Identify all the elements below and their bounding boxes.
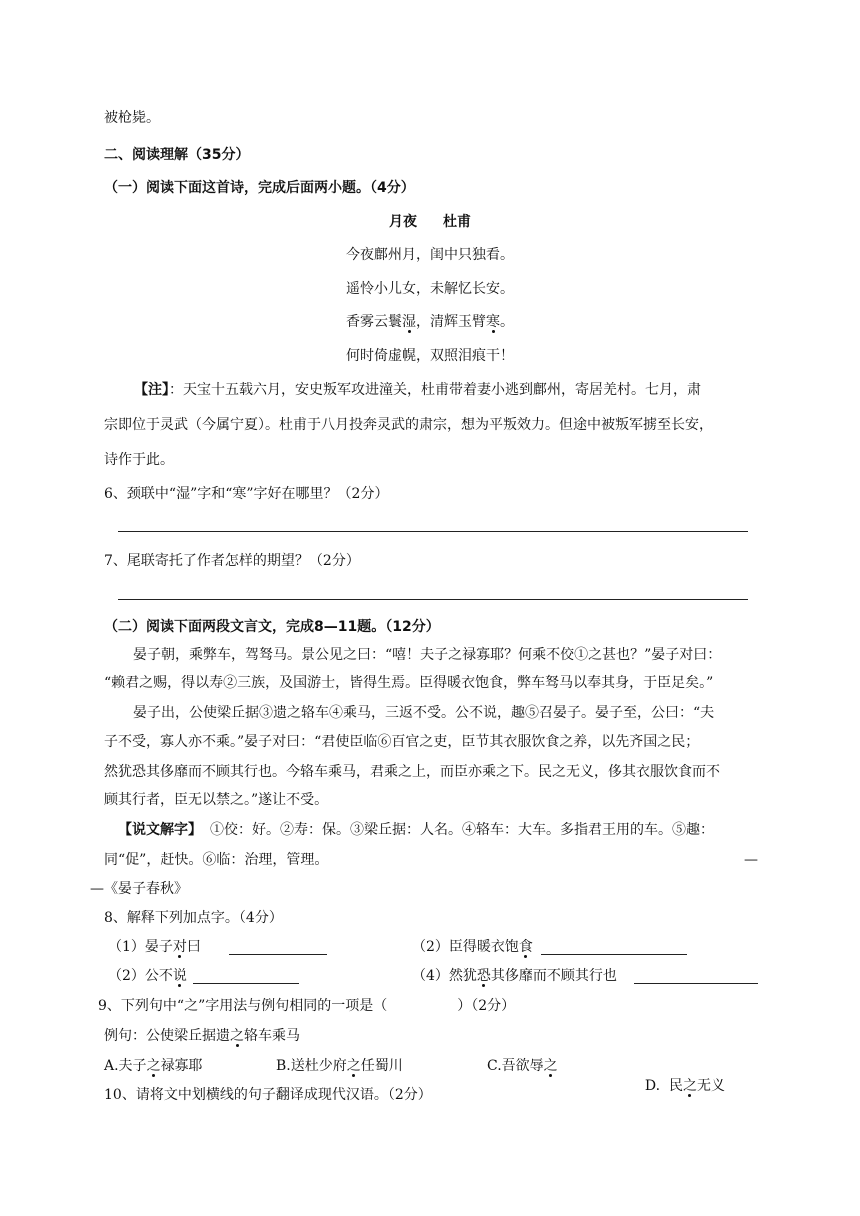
- passage-line: 子不受，寡人亦不乘。”晏子对曰：“君使臣临⑥百官之吏，臣节其衣服饮食之养，以先齐国之民；: [104, 734, 700, 750]
- question-8: 8、解释下列加点字。（4分）: [104, 910, 283, 926]
- answer-line[interactable]: [118, 531, 748, 532]
- answer-blank[interactable]: [541, 938, 687, 955]
- answer-blank[interactable]: [193, 967, 299, 984]
- passage-line: 晏子朝，乘弊车，驾驽马。景公见之曰：“嘻！夫子之禄寡耶？何乘不佼①之甚也？”晏子对曰：: [133, 647, 722, 663]
- question-8-item: （4）然犹恐其侈靡而不顾其行也: [412, 968, 617, 984]
- question-7: 7、尾联寄托了作者怎样的期望？（2分）: [104, 553, 360, 569]
- subsection-heading: （二）阅读下面两段文言文，完成8—11题。（12分）: [104, 619, 440, 635]
- dotted-char: 之: [346, 1058, 361, 1074]
- poem-title: [0, 212, 860, 232]
- poem-line: 今夜鄜州月，闺中只独看。: [346, 247, 514, 263]
- dotted-char: 之: [543, 1058, 558, 1074]
- example-sentence: 例句：公使梁丘据遗之辂车乘马: [104, 1028, 300, 1044]
- passage-line: “赖君之赐，得以寿②三族，及国游士，皆得生焉。臣得暖衣饱食，弊车驽马以奉其身，于臣足矣。”: [104, 675, 714, 691]
- dotted-char: 对: [172, 939, 187, 955]
- passage-line: 然犹恐其侈靡而不顾其行也。今辂车乘马，君乘之上，而臣亦乘之下。民之无义，侈其衣服饮食而不: [104, 764, 720, 780]
- passage-line: 晏子出，公使梁丘据③遗之辂车④乘马，三返不受。公不说，趣⑤召晏子。晏子至，公曰：“夫: [133, 705, 715, 721]
- gloss-label: 【说文解字】: [118, 822, 202, 838]
- continued-text: 被枪毙。: [104, 110, 160, 126]
- note-label: 【注】: [134, 382, 169, 398]
- option-d[interactable]: D. 民之无义: [644, 1078, 725, 1094]
- question-8-item: （1）晏子对曰: [108, 939, 201, 955]
- option-c[interactable]: C.吾欲辱之: [487, 1058, 558, 1074]
- question-10: 10、请将文中划横线的句子翻译成现代汉语。（2分）: [104, 1087, 432, 1103]
- dotted-char: 说: [172, 968, 187, 984]
- dotted-char: 食: [518, 939, 533, 955]
- poem-line: 何时倚虚幌，双照泪痕干！: [346, 348, 514, 364]
- answer-blank[interactable]: [229, 938, 327, 955]
- poem-name: 月夜: [389, 214, 417, 230]
- source-citation: —《晏子春秋》: [90, 881, 188, 897]
- dash: —: [744, 852, 758, 868]
- section-heading: 二、阅读理解（35分）: [104, 147, 250, 163]
- question-6: 6、颈联中“湿”字和“寒”字好在哪里？（2分）: [104, 486, 389, 502]
- passage-line: 顾其行者，臣无以禁之。”遂让不受。: [104, 792, 329, 808]
- question-8-item: （2）公不说: [108, 968, 187, 984]
- poem-line: 遥怜小儿女，未解忆长安。: [346, 281, 514, 297]
- question-8-item: （2）臣得暖衣饱食: [412, 939, 533, 955]
- note-line: 宗即位于灵武（今属宁夏）。杜甫于八月投奔灵武的肃宗，想为平叛效力。但途中被叛军掳至长安，: [104, 417, 713, 433]
- option-b[interactable]: B.送杜少府之任蜀川: [276, 1058, 403, 1074]
- note-line: 诗作于此。: [104, 452, 174, 468]
- answer-line[interactable]: [118, 599, 748, 600]
- gloss-line: 【说文解字】 ①佼：好。②寿：保。③梁丘据：人名。④辂车：大车。多指君王用的车。⑤趣：: [118, 822, 714, 838]
- dotted-char: 之: [146, 1058, 161, 1074]
- poem-author: 杜甫: [443, 214, 471, 230]
- dotted-char: 寒: [486, 314, 500, 330]
- dotted-char: 之: [682, 1078, 697, 1094]
- question-9: 9、下列句中“之”字用法与例句相同的一项是（ ）（2分）: [98, 998, 516, 1014]
- dotted-char: 湿: [402, 314, 416, 330]
- subsection-heading: （一）阅读下面这首诗，完成后面两小题。（4分）: [104, 180, 415, 196]
- answer-blank[interactable]: [634, 967, 758, 984]
- dotted-char: 之: [230, 1028, 244, 1044]
- note-line: 【注】：天宝十五载六月，安史叛军攻进潼关，杜甫带着妻小逃到鄜州，寄居羌村。七月，肃: [134, 382, 701, 398]
- option-a[interactable]: A.夫子之禄寡耶: [104, 1058, 203, 1074]
- gloss-line: 同“促”，赶快。⑥临：治理，管理。: [104, 852, 329, 868]
- poem-line: 香雾云鬟湿，清辉玉臂寒。: [346, 314, 514, 330]
- dotted-char: 恐: [476, 968, 491, 984]
